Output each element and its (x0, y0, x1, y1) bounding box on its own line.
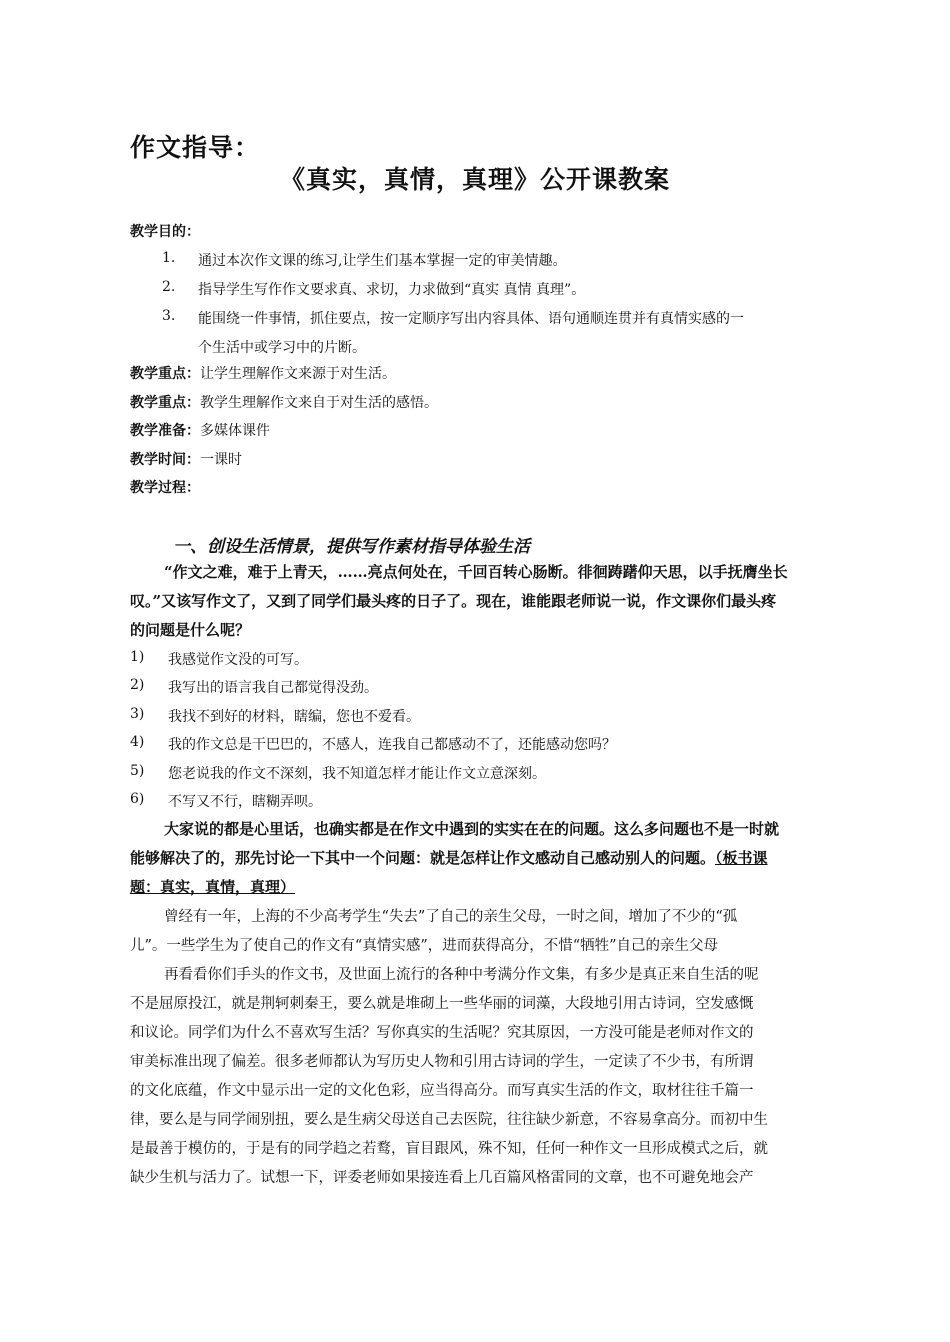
meta-label: 教学重点： (130, 366, 200, 382)
meta-value: 教学生理解作文来自于对生活的感悟。 (200, 395, 438, 411)
answer-text: 我感觉作文没的可写。 (168, 652, 308, 668)
board-title-note: （板书课 (715, 849, 768, 867)
answer-num: 2) (130, 677, 145, 693)
meta-label: 教学过程： (130, 480, 200, 496)
text-line: 缺少生机与活力了。试想一下，评委老师如果接连看上几百篇风格雷同的文章，也不可避免地会产 (130, 1170, 754, 1186)
meta-row (130, 478, 200, 498)
summary-paragraph (130, 815, 822, 902)
text-line: 审美标准出现了偏差。很多老师都认为写历史人物和引用古诗词的学生，一定读了不少书，有所谓 (130, 1054, 754, 1070)
answer-num: 4) (130, 734, 145, 750)
answer-num: 3) (130, 706, 145, 722)
text-line: 不是屈原投江，就是荆轲刺秦王，要么就是堆砌上一些华丽的词藻，大段地引用古诗词，空发感慨 (130, 996, 754, 1012)
text-line: 叹。”又该写作文了，又到了同学们最头疼的日子了。现在，谁能跟老师说一说，作文课你们最头疼 (130, 592, 777, 610)
objective-num: 3. (162, 308, 176, 324)
answer-text: 我的作文总是干巴巴的，不感人，连我自己都感动不了，还能感动您吗？ (168, 737, 616, 753)
meta-row (130, 393, 438, 413)
answer-text: 我找不到好的材料，瞎编，您也不爱看。 (168, 709, 420, 725)
objective-num: 2. (162, 279, 176, 295)
doc-heading: 作文指导： (130, 133, 261, 162)
meta-value: 多媒体课件 (200, 423, 270, 439)
objective-text: 指导学生写作作文要求真、求切，力求做到“真实 真情 真理”。 (198, 282, 586, 298)
answer-text: 您老说我的作文不深刻，我不知道怎样才能让作文立意深刻。 (168, 766, 546, 782)
meta-label: 教学准备： (130, 423, 200, 439)
intro-paragraph (130, 558, 822, 645)
objective-text: 通过本次作文课的练习,让学生们基本掌握一定的审美情趣。 (198, 253, 567, 269)
objective-num: 1. (162, 250, 176, 266)
answer-num: 5) (130, 763, 145, 779)
meta-row (130, 450, 242, 470)
answer-text: 不写又不行，瞎糊弄呗。 (168, 794, 322, 810)
doc-title: 《真实，真情，真理》公开课教案 (279, 165, 670, 194)
objective-text-cont: 个生活中或学习中的片断。 (198, 340, 366, 356)
meta-value: 一课时 (200, 452, 242, 468)
objectives-label: 教学目的： (130, 224, 200, 240)
text-line: 律，要么是与同学闹别扭，要么是生病父母送自己去医院，往往缺少新意，不容易拿高分。而初中生 (130, 1112, 768, 1128)
meta-row (130, 364, 396, 384)
text-line: 儿”。一些学生为了使自己的作文有“真情实感”，进而获得高分，不惜“牺牲”自己的亲生父母 (130, 938, 719, 954)
text-line: 的文化底蕴，作文中显示出一定的文化色彩，应当得高分。而写真实生活的作文，取材往往千篇一 (130, 1083, 754, 1099)
text-line: 大家说的都是心里话，也确实都是在作文中遇到的实实在在的问题。这么多问题也不是一时就 (164, 820, 780, 838)
meta-label: 教学时间： (130, 452, 200, 468)
text-line: 是最善于模仿的，于是有的同学趋之若鹜，盲目跟风，殊不知，任何一种作文一旦形成模式之后，就 (130, 1141, 768, 1157)
objective-text: 能围绕一件事情，抓住要点，按一定顺序写出内容具体、语句通顺连贯并有真情实感的一 (198, 311, 744, 327)
meta-row (130, 421, 270, 441)
meta-label: 教学重点： (130, 395, 200, 411)
section-title: 一、创设生活情景，提供写作素材指导体验生活 (173, 537, 530, 557)
text-line: 的问题是什么呢？ (130, 621, 251, 639)
body-paragraph (130, 903, 822, 961)
text-line: 再看看你们手头的作文书，及世面上流行的各种中考满分作文集，有多少是真正来自生活的呢 (164, 967, 759, 983)
answer-num: 6) (130, 791, 145, 807)
answer-text: 我写出的语言我自己都觉得没劲。 (168, 680, 378, 696)
meta-value: 让学生理解作文来源于对生活。 (200, 366, 396, 382)
summary-text: 能够解决了的，那先讨论一下其中一个问题：就是怎样让作文感动自己感动别人的问题。 (130, 849, 716, 867)
text-line: 曾经有一年，上海的不少高考学生“失去”了自己的亲生父母，一时之间，增加了不少的“孤 (164, 909, 738, 925)
text-line: 和议论。同学们为什么不喜欢写生活？写你真实的生活呢？究其原因，一方没可能是老师对作文的 (130, 1025, 754, 1041)
body-paragraph (130, 961, 822, 1193)
answer-num: 1) (130, 649, 145, 665)
board-title-note: 题：真实，真情，真理） (130, 878, 296, 896)
text-line (130, 844, 822, 873)
text-line: “作文之难，难于上青天，……亮点何处在，千回百转心肠断。徘徊踌躇仰天思，以手抚膺坐长 (164, 563, 788, 581)
